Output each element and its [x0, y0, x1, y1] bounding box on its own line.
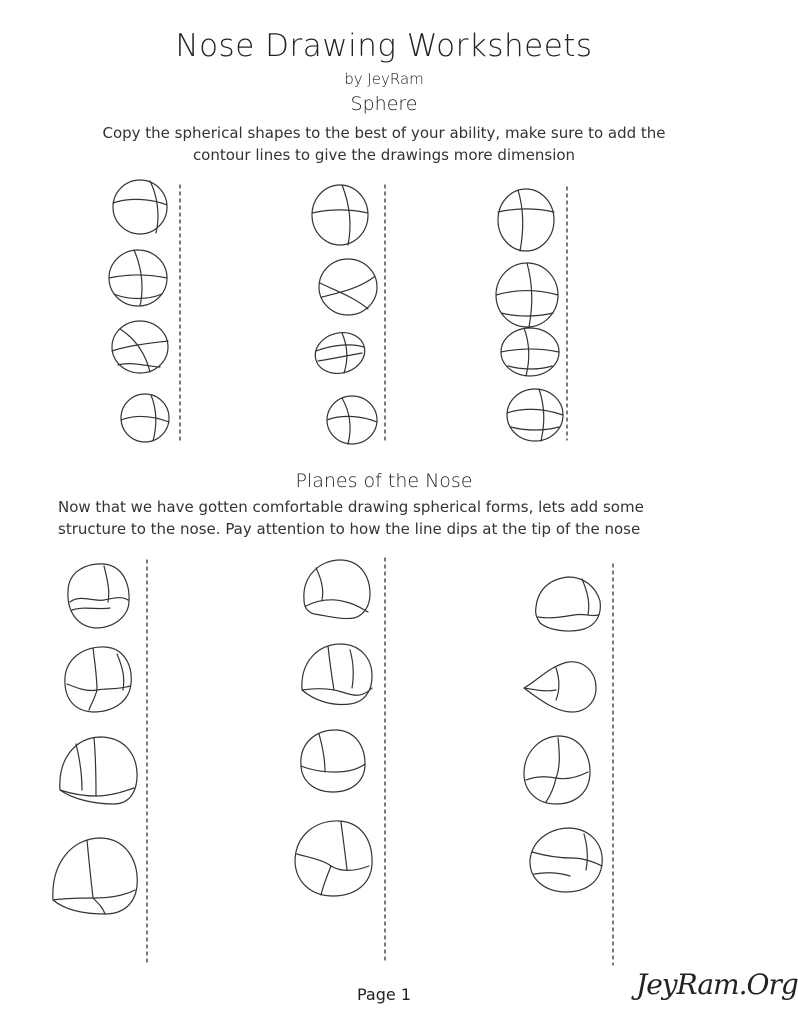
nose-plane-drawing: [536, 577, 601, 631]
sphere-instructions: Copy the spherical shapes to the best of your ability, make sure to add the contour lines to give the drawings more dimension: [102, 124, 666, 164]
sphere-drawing: [327, 396, 377, 444]
sphere-drawing: [501, 328, 559, 376]
nose-plane-drawing: [53, 838, 137, 914]
sphere-heading: Sphere: [350, 93, 418, 115]
sphere-drawing: [312, 185, 368, 245]
nose-plane-drawing: [295, 821, 372, 896]
nose-plane-drawing: [524, 736, 590, 804]
planes-column-3: [524, 577, 602, 892]
sphere-drawing: [109, 250, 167, 306]
planes-instructions: Now that we have gotten comfortable drawing spherical forms, lets add some structure to the nose. Pay attention to how the line dips at the tip of the nose: [58, 498, 644, 538]
nose-plane-drawing: [524, 662, 596, 712]
sphere-drawing: [498, 189, 554, 251]
planes-column-1: [53, 564, 137, 914]
sphere-column-2: [311, 185, 377, 444]
sphere-drawing: [507, 389, 563, 441]
sphere-drawing: [496, 263, 558, 327]
sphere-drawing: [112, 321, 168, 373]
sphere-drawing: [113, 180, 167, 234]
planes-column-2: [295, 560, 372, 896]
nose-plane-drawing: [302, 644, 372, 704]
planes-heading: Planes of the Nose: [295, 470, 473, 492]
nose-plane-drawing: [304, 560, 370, 619]
planes-guide-lines: [147, 558, 613, 965]
page-number: Page 1: [357, 985, 411, 1004]
brand-signature: JeyRam.Org: [636, 968, 798, 1001]
nose-plane-drawing: [60, 737, 137, 804]
sphere-drawing: [121, 394, 169, 442]
sphere-drawing: [311, 327, 370, 379]
nose-plane-drawing: [301, 730, 365, 792]
nose-plane-drawing: [530, 828, 602, 892]
sphere-column-1: [109, 180, 169, 442]
nose-plane-drawing: [68, 564, 129, 628]
author-line: by JeyRam: [344, 70, 424, 88]
sphere-drawing: [319, 259, 377, 315]
nose-plane-drawing: [65, 647, 131, 712]
page-title: Nose Drawing Worksheets: [175, 28, 593, 64]
sphere-guide-lines: [180, 185, 567, 440]
sphere-column-3: [496, 189, 563, 441]
